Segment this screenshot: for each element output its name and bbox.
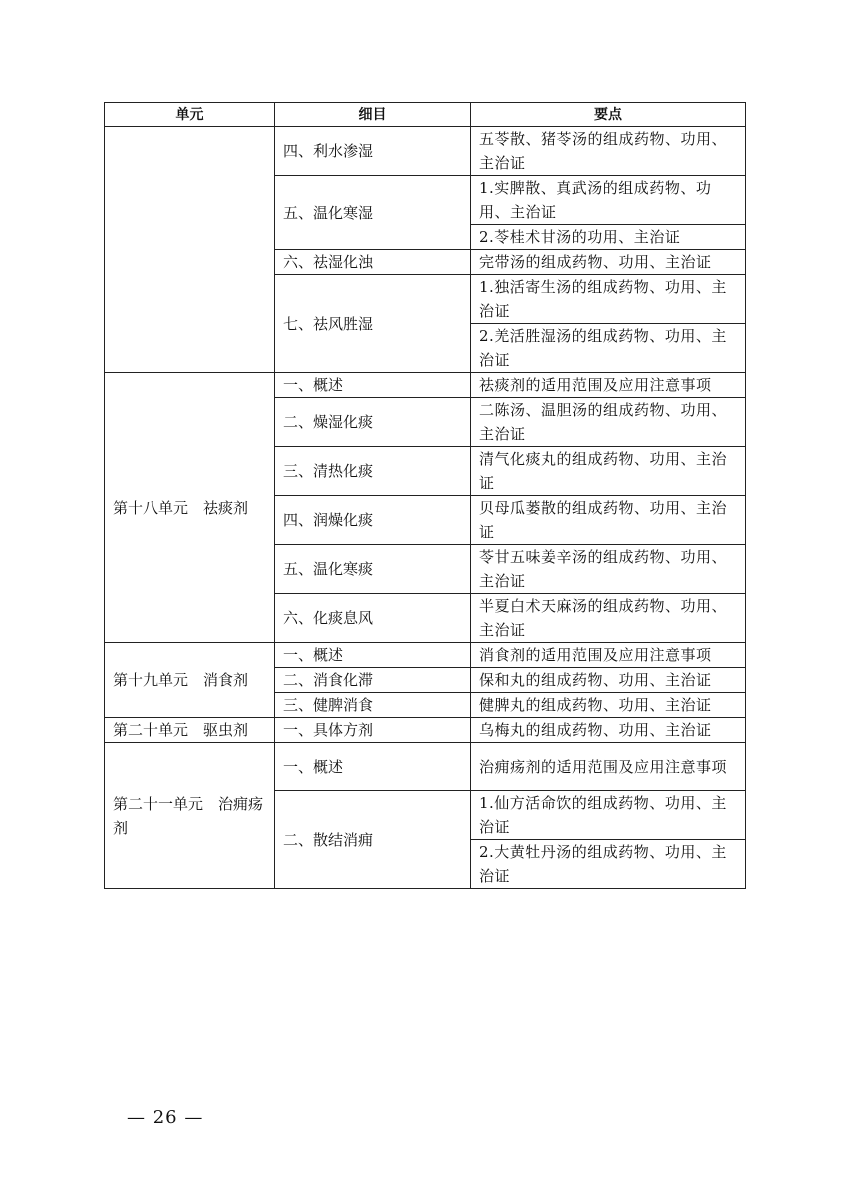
- unit-cell: 第十九单元 消食剂: [105, 643, 275, 718]
- detail-cell: 三、健脾消食: [275, 693, 471, 718]
- detail-cell: 六、化痰息风: [275, 594, 471, 643]
- detail-cell: 一、具体方剂: [275, 718, 471, 743]
- page-number: — 26 —: [127, 1107, 204, 1128]
- detail-cell: 一、概述: [275, 373, 471, 398]
- detail-cell: 四、利水渗湿: [275, 127, 471, 176]
- detail-cell: 二、散结消痈: [275, 791, 471, 889]
- table-row: [105, 127, 746, 176]
- detail-cell: 五、温化寒湿: [275, 176, 471, 250]
- detail-cell: 三、清热化痰: [275, 447, 471, 496]
- point-cell: 1.独活寄生汤的组成药物、功用、主治证: [471, 275, 746, 324]
- point-cell: 祛痰剂的适用范围及应用注意事项: [471, 373, 746, 398]
- detail-cell: 五、温化寒痰: [275, 545, 471, 594]
- point-cell: 2.羌活胜湿汤的组成药物、功用、主治证: [471, 324, 746, 373]
- point-cell: 2.苓桂术甘汤的功用、主治证: [471, 225, 746, 250]
- point-cell: 二陈汤、温胆汤的组成药物、功用、主治证: [471, 398, 746, 447]
- unit-cell: 第二十一单元 治痈疡剂: [105, 743, 275, 889]
- point-cell: 1.仙方活命饮的组成药物、功用、主治证: [471, 791, 746, 840]
- point-cell: 消食剂的适用范围及应用注意事项: [471, 643, 746, 668]
- point-cell: 清气化痰丸的组成药物、功用、主治证: [471, 447, 746, 496]
- point-cell: 乌梅丸的组成药物、功用、主治证: [471, 718, 746, 743]
- detail-cell: 一、概述: [275, 643, 471, 668]
- point-cell: 五苓散、猪苓汤的组成药物、功用、主治证: [471, 127, 746, 176]
- table-row: [105, 643, 746, 668]
- detail-cell: 四、润燥化痰: [275, 496, 471, 545]
- table-header-row: [105, 103, 746, 127]
- table-row: [105, 718, 746, 743]
- point-cell: 贝母瓜蒌散的组成药物、功用、主治证: [471, 496, 746, 545]
- detail-cell: 二、消食化滞: [275, 668, 471, 693]
- header-point: 要点: [471, 103, 746, 127]
- detail-cell: 一、概述: [275, 743, 471, 791]
- detail-cell: 七、祛风胜湿: [275, 275, 471, 373]
- point-cell: 2.大黄牡丹汤的组成药物、功用、主治证: [471, 840, 746, 889]
- header-unit: 单元: [105, 103, 275, 127]
- point-cell: 完带汤的组成药物、功用、主治证: [471, 250, 746, 275]
- table-row: [105, 743, 746, 791]
- point-cell: 健脾丸的组成药物、功用、主治证: [471, 693, 746, 718]
- detail-cell: 二、燥湿化痰: [275, 398, 471, 447]
- point-cell: 苓甘五味姜辛汤的组成药物、功用、主治证: [471, 545, 746, 594]
- syllabus-table: [104, 102, 746, 889]
- detail-cell: 六、祛湿化浊: [275, 250, 471, 275]
- table-row: [105, 373, 746, 398]
- point-cell: 保和丸的组成药物、功用、主治证: [471, 668, 746, 693]
- point-cell: 治痈疡剂的适用范围及应用注意事项: [471, 743, 746, 791]
- unit-cell: 第十八单元 祛痰剂: [105, 373, 275, 643]
- point-cell: 半夏白术天麻汤的组成药物、功用、主治证: [471, 594, 746, 643]
- unit-cell-continued: [105, 127, 275, 373]
- point-cell: 1.实脾散、真武汤的组成药物、功用、主治证: [471, 176, 746, 225]
- unit-cell: 第二十单元 驱虫剂: [105, 718, 275, 743]
- header-detail: 细目: [275, 103, 471, 127]
